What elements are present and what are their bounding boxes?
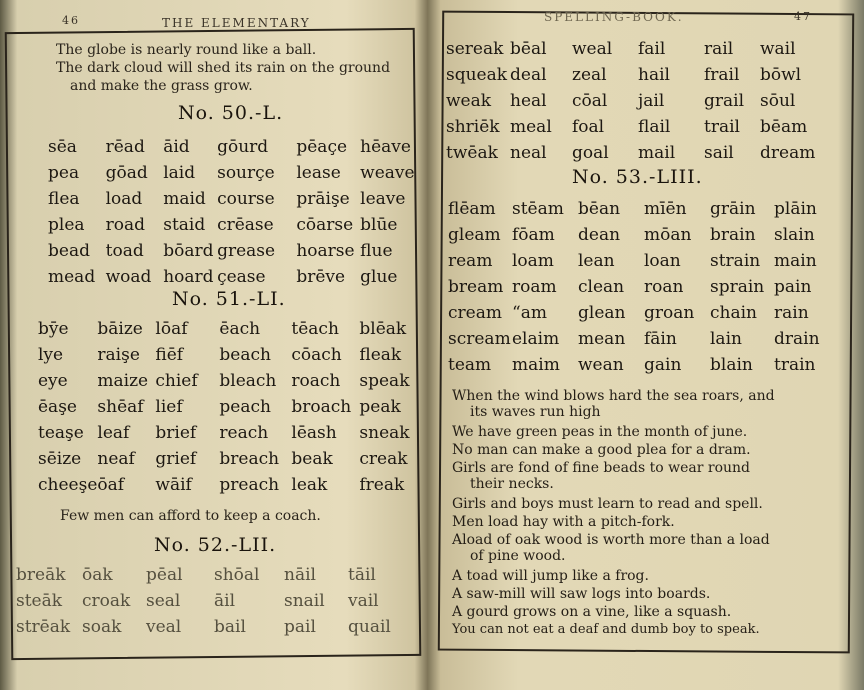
word: flea <box>48 189 80 209</box>
word-row <box>48 264 420 290</box>
word-row <box>38 316 415 342</box>
word: team <box>448 355 492 375</box>
word: āil <box>214 591 236 611</box>
word: grease <box>217 241 276 261</box>
lesson-52-heading: No. 52.-LII. <box>154 534 277 556</box>
word: grāin <box>710 199 756 219</box>
word: strēak <box>16 617 71 637</box>
word: roam <box>512 277 557 297</box>
word: main <box>774 251 817 271</box>
word: steāk <box>16 591 63 611</box>
word: fāin <box>644 329 677 349</box>
word-row <box>48 160 420 186</box>
word: lief <box>155 397 183 417</box>
word: maid <box>163 189 206 209</box>
word: bȳe <box>38 319 69 339</box>
word: deal <box>510 65 547 85</box>
word: mean <box>578 329 626 349</box>
word: flail <box>638 117 671 137</box>
word: heal <box>510 91 547 111</box>
word-row <box>16 588 404 614</box>
word: vail <box>348 591 379 611</box>
word-row <box>448 248 834 274</box>
reading-sentence: A gourd grows on a vine, like a squash. <box>452 604 732 620</box>
word: slain <box>774 225 815 245</box>
word: loam <box>512 251 554 271</box>
running-head: SPELLING-BOOK. <box>544 10 684 24</box>
word: sail <box>704 143 734 163</box>
word-row <box>448 326 834 352</box>
word: preach <box>219 475 280 495</box>
reading-sentence: their necks. <box>470 476 554 492</box>
lesson-50-word-table <box>48 134 420 290</box>
word: brain <box>710 225 756 245</box>
word: breāk <box>16 565 66 585</box>
intro-line: The dark cloud will shed its rain on the ground <box>56 60 391 76</box>
word-row <box>48 238 420 264</box>
word: sēa <box>48 137 77 157</box>
word: gōurd <box>217 137 269 157</box>
word: veal <box>146 617 182 637</box>
word: roach <box>291 371 341 391</box>
reading-sentence: of pine wood. <box>470 548 566 564</box>
word: twēak <box>446 143 498 163</box>
word-row <box>448 196 834 222</box>
word-row <box>446 140 820 166</box>
lesson-51-word-table <box>38 316 415 498</box>
word-row <box>16 614 404 640</box>
word: peach <box>219 397 271 417</box>
word: neal <box>510 143 547 163</box>
word: beak <box>291 449 333 469</box>
word: ēach <box>219 319 261 339</box>
word: lean <box>578 251 615 271</box>
word: drain <box>774 329 820 349</box>
word: shriēk <box>446 117 500 137</box>
word: toad <box>105 241 144 261</box>
reading-sentence: Men load hay with a pitch-fork. <box>452 514 675 530</box>
word: scream <box>448 329 511 349</box>
word-row <box>448 274 834 300</box>
word: bēan <box>578 199 621 219</box>
word: strain <box>710 251 761 271</box>
word: dean <box>578 225 621 245</box>
lesson-53-word-table <box>448 196 834 378</box>
continued-word-table <box>446 36 820 166</box>
word: lēash <box>291 423 337 443</box>
word: elaim <box>512 329 560 349</box>
lesson-50-heading: No. 50.-L. <box>178 102 284 124</box>
word: squeak <box>446 65 508 85</box>
word: laid <box>163 163 196 183</box>
reading-sentence: A toad will jump like a frog. <box>452 568 649 584</box>
lesson-51-footer: Few men can afford to keep a coach. <box>60 508 321 524</box>
word: lōaf <box>155 319 188 339</box>
word: wāif <box>155 475 192 495</box>
intro-line: and make the grass grow. <box>70 78 253 94</box>
lesson-52-word-table <box>16 562 404 640</box>
word: leave <box>360 189 406 209</box>
word: crēase <box>217 215 274 235</box>
word: cōarse <box>296 215 354 235</box>
word: glue <box>360 267 398 287</box>
word: rēad <box>105 137 145 157</box>
word: lain <box>710 329 742 349</box>
word: frail <box>704 65 740 85</box>
word: rain <box>774 303 809 323</box>
word: ōaf <box>97 475 125 495</box>
word: bēal <box>510 39 547 59</box>
word: chain <box>710 303 757 323</box>
reading-sentence: We have green peas in the month of june. <box>452 424 748 440</box>
reading-sentence: its waves run high <box>470 404 601 420</box>
word: cōach <box>291 345 342 365</box>
word: bail <box>214 617 246 637</box>
page-number: 47 <box>794 10 812 23</box>
word-row <box>38 342 415 368</box>
word: sēize <box>38 449 82 469</box>
word: beach <box>219 345 271 365</box>
reading-sentence: When the wind blows hard the sea roars, and <box>452 388 775 404</box>
reading-sentence: You can not eat a deaf and dumb boy to speak. <box>452 622 760 637</box>
word: bēam <box>760 117 808 137</box>
word: hoard <box>163 267 214 287</box>
word: cōal <box>572 91 608 111</box>
word: hail <box>638 65 670 85</box>
word: maize <box>97 371 149 391</box>
word: prāişe <box>296 189 350 209</box>
word: lye <box>38 345 64 365</box>
word: raişe <box>97 345 140 365</box>
word: sourçe <box>217 163 275 183</box>
word: weave <box>360 163 415 183</box>
word: breach <box>219 449 280 469</box>
word: shōal <box>214 565 260 585</box>
word-row <box>446 36 820 62</box>
word: weak <box>446 91 492 111</box>
word: broach <box>291 397 352 417</box>
page-number: 46 <box>62 14 80 27</box>
word: quail <box>348 617 391 637</box>
word: leak <box>291 475 328 495</box>
word: weal <box>572 39 613 59</box>
word: cream <box>448 303 502 323</box>
word: mīēn <box>644 199 687 219</box>
word-row <box>446 62 820 88</box>
word: loan <box>644 251 681 271</box>
word: hoarse <box>296 241 355 261</box>
word: plea <box>48 215 85 235</box>
word: tēach <box>291 319 339 339</box>
word-row <box>448 352 834 378</box>
word: “am <box>512 303 547 323</box>
word: flue <box>360 241 393 261</box>
word: woad <box>105 267 152 287</box>
word: bleach <box>219 371 277 391</box>
word: leaf <box>97 423 130 443</box>
word: çease <box>217 267 266 287</box>
word: dream <box>760 143 816 163</box>
word: flēam <box>448 199 496 219</box>
word: pea <box>48 163 80 183</box>
word: ream <box>448 251 493 271</box>
word: gleam <box>448 225 501 245</box>
reading-sentence: Girls are fond of fine beads to wear round <box>452 460 750 476</box>
word: glean <box>578 303 626 323</box>
word: neaf <box>97 449 135 469</box>
word-row <box>38 420 415 446</box>
word-row <box>448 300 834 326</box>
word: fail <box>638 39 666 59</box>
word: mail <box>638 143 676 163</box>
word: eye <box>38 371 68 391</box>
word: freak <box>359 475 405 495</box>
word: road <box>105 215 146 235</box>
word-row <box>446 88 820 114</box>
word: wean <box>578 355 624 375</box>
reading-sentence: A saw-mill will saw logs into boards. <box>452 586 711 602</box>
word: wail <box>760 39 796 59</box>
word: pēaçe <box>296 137 348 157</box>
word: croak <box>82 591 131 611</box>
word: peak <box>359 397 401 417</box>
right-page <box>432 6 862 682</box>
word: brēve <box>296 267 346 287</box>
word: bōard <box>163 241 214 261</box>
word: fōam <box>512 225 555 245</box>
word: grief <box>155 449 197 469</box>
word: pēal <box>146 565 183 585</box>
word: bōwl <box>760 65 802 85</box>
word: ēaşe <box>38 397 77 417</box>
word: zeal <box>572 65 607 85</box>
word: staid <box>163 215 206 235</box>
word: plāin <box>774 199 817 219</box>
word: clean <box>578 277 625 297</box>
word: bream <box>448 277 504 297</box>
word: bāize <box>97 319 143 339</box>
running-head: THE ELEMENTARY <box>162 16 311 30</box>
word: grail <box>704 91 745 111</box>
word: meal <box>510 117 552 137</box>
word: gain <box>644 355 682 375</box>
word: course <box>217 189 275 209</box>
word: fiēf <box>155 345 184 365</box>
word: foal <box>572 117 605 137</box>
word: brief <box>155 423 197 443</box>
word: blūe <box>360 215 398 235</box>
word: jail <box>638 91 665 111</box>
word: load <box>105 189 143 209</box>
word: sereak <box>446 39 504 59</box>
word: mead <box>48 267 96 287</box>
word: ōak <box>82 565 113 585</box>
word-row <box>446 114 820 140</box>
word: nāil <box>284 565 316 585</box>
word: sōul <box>760 91 796 111</box>
word: cheeşe <box>38 475 98 495</box>
word-row <box>448 222 834 248</box>
word: tāil <box>348 565 376 585</box>
word: maim <box>512 355 560 375</box>
word-row <box>16 562 404 588</box>
word: blēak <box>359 319 407 339</box>
word: sneak <box>359 423 410 443</box>
word: chief <box>155 371 198 391</box>
word: creak <box>359 449 408 469</box>
lesson-51-heading: No. 51.-LI. <box>172 288 286 310</box>
word: pail <box>284 617 316 637</box>
word-row <box>38 394 415 420</box>
word: trail <box>704 117 740 137</box>
word: stēam <box>512 199 564 219</box>
word: sprain <box>710 277 765 297</box>
word-row <box>38 472 415 498</box>
word: shēaf <box>97 397 144 417</box>
word: āid <box>163 137 190 157</box>
word: rail <box>704 39 734 59</box>
word: train <box>774 355 816 375</box>
word: speak <box>359 371 410 391</box>
word-row <box>38 446 415 472</box>
word: lease <box>296 163 341 183</box>
word: fleak <box>359 345 402 365</box>
word: gōad <box>105 163 148 183</box>
intro-line: The globe is nearly round like a ball. <box>56 42 317 58</box>
word: roan <box>644 277 684 297</box>
word: goal <box>572 143 609 163</box>
word: seal <box>146 591 181 611</box>
reading-sentence: Aload of oak wood is worth more than a load <box>452 532 770 548</box>
word: soak <box>82 617 122 637</box>
word: hēave <box>360 137 411 157</box>
word-row <box>48 134 420 160</box>
word: reach <box>219 423 269 443</box>
word-row <box>48 186 420 212</box>
word-row <box>48 212 420 238</box>
left-page <box>2 6 420 682</box>
word: groan <box>644 303 695 323</box>
word: pain <box>774 277 812 297</box>
reading-sentence: No man can make a good plea for a dram. <box>452 442 751 458</box>
word-row <box>38 368 415 394</box>
lesson-53-heading: No. 53.-LIII. <box>572 166 703 188</box>
word: blain <box>710 355 753 375</box>
word: mōan <box>644 225 692 245</box>
word: teaşe <box>38 423 84 443</box>
reading-sentence: Girls and boys must learn to read and spell. <box>452 496 763 512</box>
word: snail <box>284 591 325 611</box>
word: bead <box>48 241 90 261</box>
